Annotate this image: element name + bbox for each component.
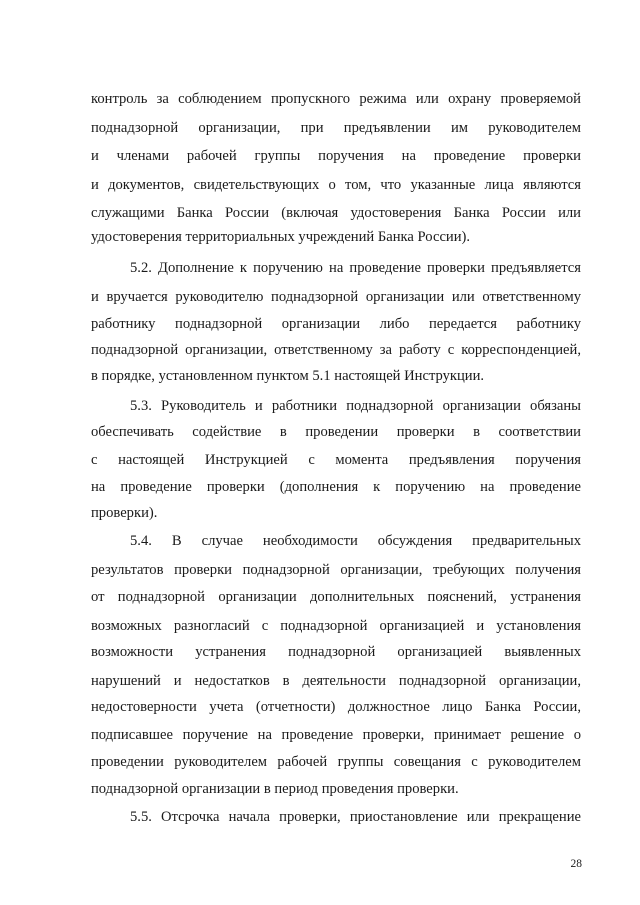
text-line: удостоверения территориальных учреждений Банка России). bbox=[91, 229, 471, 245]
text-line: в порядке, установленном пунктом 5.1 настоящей Инструкции. bbox=[91, 368, 485, 384]
text-line: и вручается руководителю поднадзорной организации или ответственному bbox=[91, 289, 581, 305]
text-line: поднадзорной организации, при предъявлении им руководителем bbox=[91, 120, 581, 136]
text-line: 5.5. Отсрочка начала проверки, приостановление или прекращение bbox=[130, 809, 581, 825]
text-line: возможных разногласий с поднадзорной организацией и установления bbox=[91, 618, 581, 634]
text-line: результатов проверки поднадзорной организации, требующих получения bbox=[91, 562, 581, 578]
text-line: возможности устранения поднадзорной организацией выявленных bbox=[91, 644, 581, 660]
text-line: поднадзорной организации, ответственному за работу с корреспонденцией, bbox=[91, 342, 581, 358]
text-line: и членами рабочей группы поручения на проведение проверки bbox=[91, 148, 581, 164]
text-line: 5.3. Руководитель и работники поднадзорной организации обязаны bbox=[130, 398, 581, 414]
page-number: 28 bbox=[570, 858, 582, 870]
text-line: недостоверности учета (отчетности) должностное лицо Банка России, bbox=[91, 699, 581, 715]
text-line: подписавшее поручение на проведение проверки, принимает решение о bbox=[91, 727, 581, 743]
text-line: работнику поднадзорной организации либо передается работнику bbox=[91, 316, 581, 332]
text-line: обеспечивать содействие в проведении проверки в соответствии bbox=[91, 424, 581, 440]
text-line: контроль за соблюдением пропускного режима или охрану проверяемой bbox=[91, 91, 581, 107]
text-line: нарушений и недостатков в деятельности поднадзорной организации, bbox=[91, 673, 581, 689]
text-line: с настоящей Инструкцией с момента предъявления поручения bbox=[91, 452, 581, 468]
text-line: и документов, свидетельствующих о том, что указанные лица являются bbox=[91, 177, 581, 193]
text-line: от поднадзорной организации дополнительных пояснений, устранения bbox=[91, 589, 581, 605]
text-line: на проведение проверки (дополнения к поручению на проведение bbox=[91, 479, 581, 495]
text-line: проведении руководителем рабочей группы совещания с руководителем bbox=[91, 754, 581, 770]
text-line: 5.4. В случае необходимости обсуждения предварительных bbox=[130, 533, 581, 549]
text-line: 5.2. Дополнение к поручению на проведение проверки предъявляется bbox=[130, 260, 581, 276]
text-line: поднадзорной организации в период проведения проверки. bbox=[91, 781, 459, 797]
text-line: служащими Банка России (включая удостоверения Банка России или bbox=[91, 205, 581, 221]
text-line: проверки). bbox=[91, 505, 158, 521]
